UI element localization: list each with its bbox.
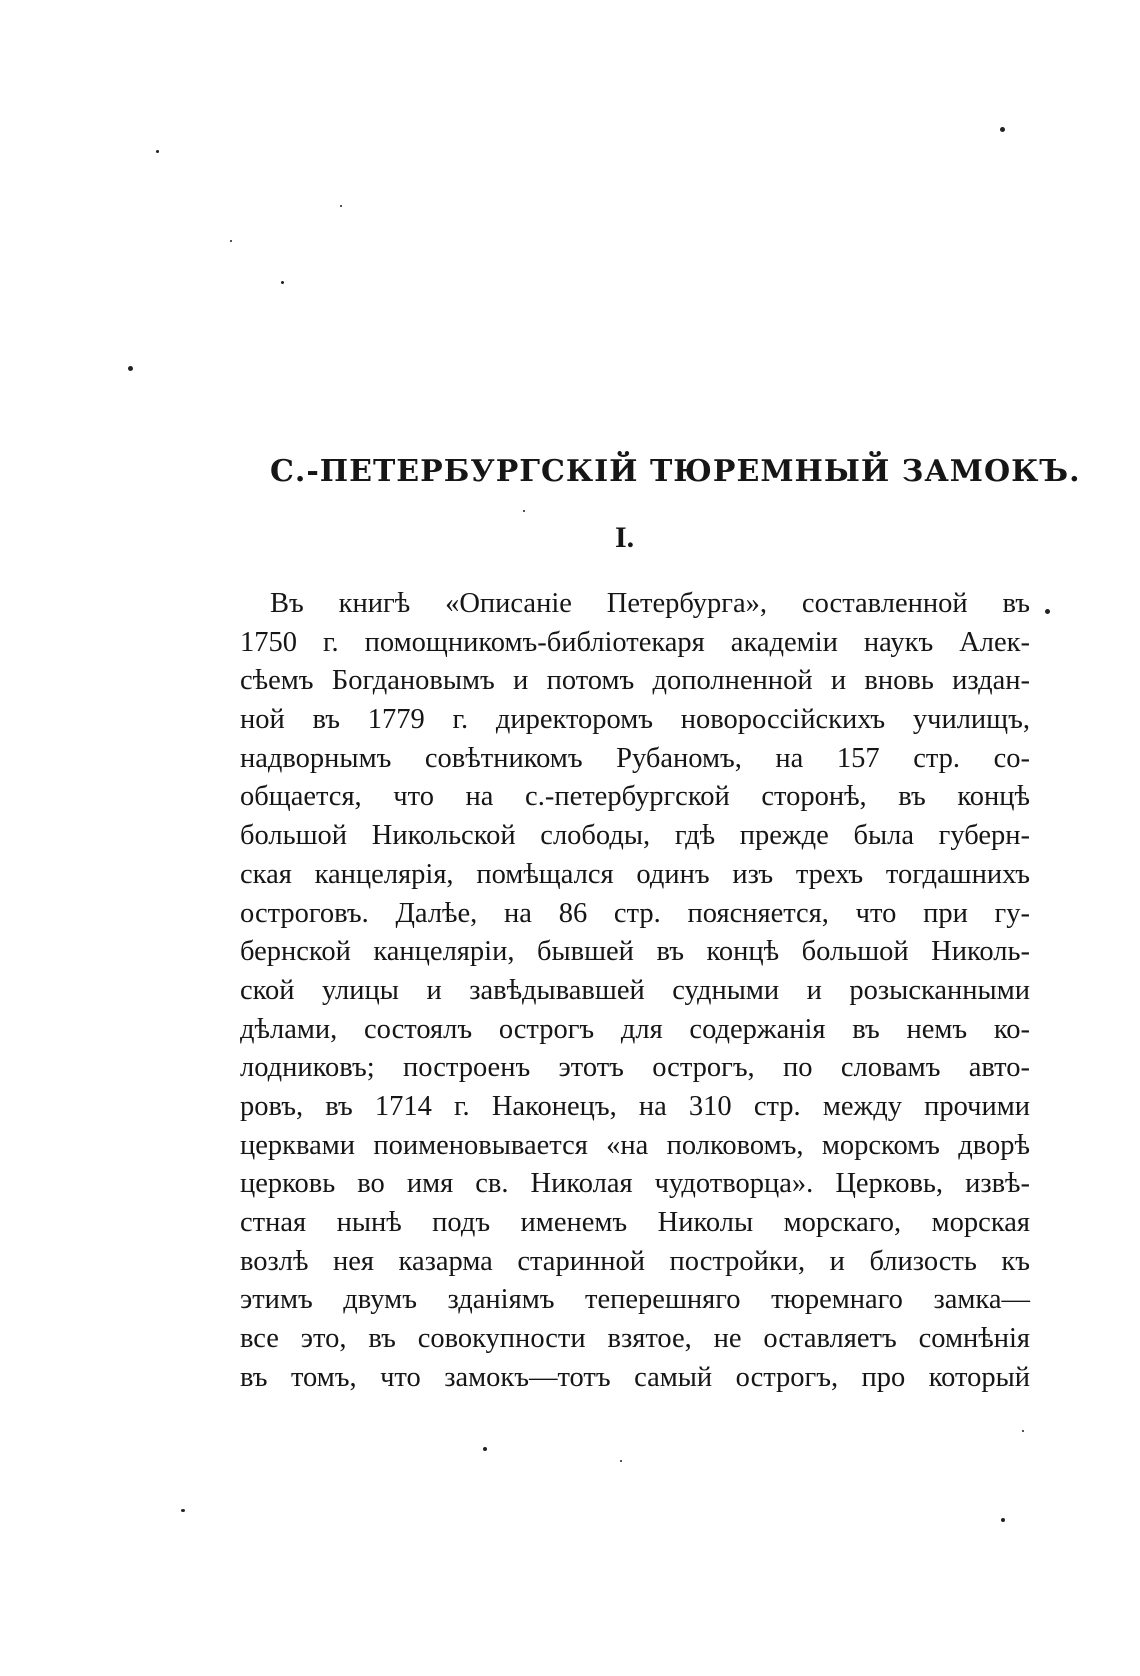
text-line: лодниковъ; построенъ этотъ острогъ, по словамъ авто- (240, 1052, 1030, 1084)
scan-speck (128, 366, 133, 371)
text-line: дѣлами, состоялъ острогъ для содержанія въ немъ ко- (240, 1013, 1030, 1045)
scan-speck (1045, 609, 1050, 614)
scan-speck (230, 240, 232, 242)
text-line: церковь во имя св. Николая чудотворца». Церковь, извѣ- (240, 1168, 1030, 1200)
text-line: въ томъ, что замокъ—тотъ самый острогъ, про который (240, 1361, 1030, 1393)
scan-speck (181, 1509, 185, 1512)
text-line: ской улицы и завѣдывавшей судными и розысканными (240, 974, 1030, 1006)
text-line: остроговъ. Далѣе, на 86 стр. поясняется, что при гу- (240, 897, 1030, 929)
text-line: ская канцелярія, помѣщался одинъ изъ трехъ тогдашнихъ (240, 858, 1030, 890)
text-line: ровъ, въ 1714 г. Наконецъ, на 310 стр. между прочими (240, 1090, 1030, 1122)
text-line: сѣемъ Богдановымъ и потомъ дополненной и вновь издан- (240, 665, 1030, 697)
text-line: стная нынѣ подъ именемъ Николы морскаго, морская (240, 1207, 1030, 1238)
body-paragraph (240, 585, 1030, 1397)
text-line: надворнымъ совѣтникомъ Рубаномъ, на 157 стр. со- (240, 742, 1030, 774)
text-line: бернской канцеляріи, бывшей въ концѣ большой Николь- (240, 936, 1030, 968)
text-line: этимъ двумъ зданіямъ теперешняго тюремнаго замка— (240, 1284, 1030, 1316)
scan-speck (483, 1447, 487, 1451)
scan-speck (281, 281, 284, 284)
text-line: церквами поименовывается «на полковомъ, морскомъ дворѣ (240, 1129, 1030, 1161)
page-title: С.-ПЕТЕРБУРГСКІЙ ТЮРЕМНЫЙ ЗАМОКЪ. (270, 454, 1081, 489)
text-line: большой Никольской слободы, гдѣ прежде была губерн- (240, 820, 1030, 852)
scan-speck (1022, 1430, 1024, 1432)
text-line: все это, въ совокупности взятое, не оставляетъ сомнѣнія (240, 1323, 1030, 1355)
text-line: общается, что на с.-петербургской сторонѣ, въ концѣ (240, 781, 1030, 813)
section-number: I. (615, 521, 635, 554)
text-line: Въ книгѣ «Описаніе Петербурга», составленной въ (270, 588, 1030, 619)
text-line: ной въ 1779 г. директоромъ новороссійскихъ училищъ, (240, 704, 1030, 736)
text-line: возлѣ нея казарма старинной постройки, и близость къ (240, 1245, 1030, 1277)
scan-speck (523, 510, 525, 512)
scan-speck (1001, 1518, 1005, 1522)
scan-speck (156, 150, 159, 153)
scan-speck (620, 1460, 622, 1462)
text-line: 1750 г. помощникомъ-библіотекаря академіи наукъ Алек- (240, 626, 1030, 658)
scan-speck (340, 205, 342, 207)
scan-speck (1000, 127, 1005, 132)
